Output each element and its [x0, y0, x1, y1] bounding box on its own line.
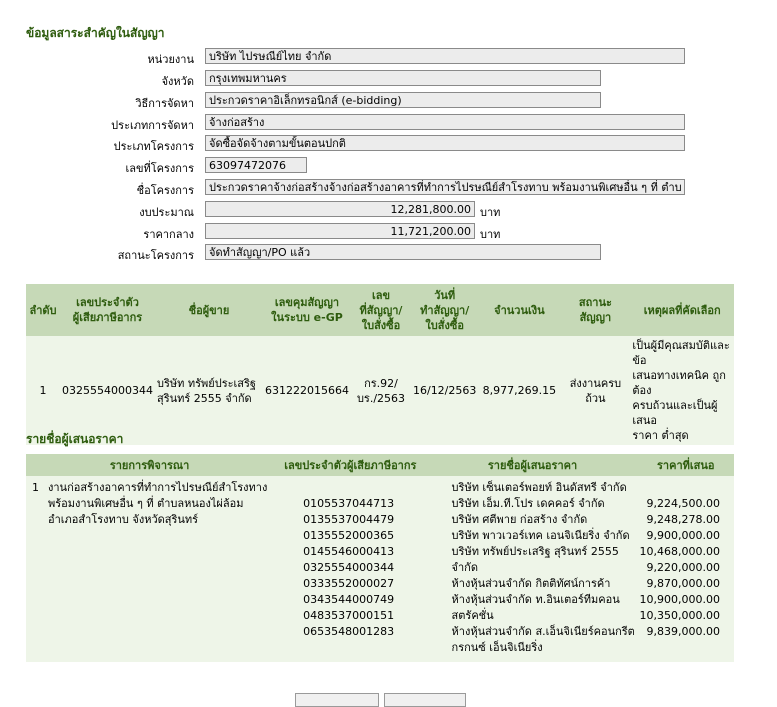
bidder-taxid: 0145546000413	[303, 545, 395, 558]
budget-field: 12,281,800.00	[205, 201, 475, 217]
contract-status-line1: ส่งงานครบ	[569, 376, 622, 390]
contract-header-row	[26, 284, 734, 336]
contract-seq: 1	[26, 336, 60, 445]
method-label: วิธีการจัดหา	[135, 97, 194, 110]
bidder-name: บริษัท เอ็ม.ที.โปร เดคคอร์ จำกัด	[451, 497, 605, 510]
bidder-taxid: 0105537044713	[303, 497, 395, 510]
agency-label: หน่วยงาน	[147, 53, 194, 66]
bidder-header-row	[26, 454, 734, 476]
type-label: ประเภทการจัดหา	[111, 119, 194, 132]
province-field: กรุงเทพมหานคร	[205, 70, 601, 86]
header-taxid-line1: เลขประจำตัว	[76, 296, 139, 309]
header-egp-line1: เลขคุมสัญญา	[274, 296, 340, 309]
header-contract-no-line3: ใบสั่งซื้อ	[361, 318, 401, 332]
header-contract-no-line2: ที่สัญญา/	[359, 303, 403, 317]
bidder-price: 10,468,000.00	[639, 545, 720, 558]
header-taxid-line2: ผู้เสียภาษีอากร	[72, 311, 143, 324]
header-seq: ลำดับ	[26, 284, 60, 336]
contract-no-line2: บร./2563	[356, 391, 406, 405]
budget-unit: บาท	[480, 206, 501, 219]
header-status	[560, 284, 630, 336]
contract-no	[351, 336, 411, 445]
bidder-name-list	[428, 476, 638, 662]
type-field: จ้างก่อสร้าง	[205, 114, 685, 130]
contract-taxid: 0325554000344	[60, 336, 155, 445]
middle-price-label: ราคากลาง	[143, 228, 194, 241]
bidder-header-name: รายชื่อผู้เสนอราคา	[428, 454, 638, 476]
status-label: สถานะโครงการ	[117, 249, 194, 262]
bidder-item-desc-line3: อำเภอสำโรงทาบ จังหวัดสุรินทร์	[48, 513, 199, 526]
bidder-price: 9,224,500.00	[646, 497, 720, 510]
bidder-price	[640, 480, 720, 496]
header-egp	[263, 284, 351, 336]
header-taxid	[60, 284, 155, 336]
bidder-price: 9,248,278.00	[646, 513, 720, 526]
bidders-title: รายชื่อผู้เสนอราคา	[26, 432, 124, 446]
header-date	[411, 284, 478, 336]
status-field: จัดทำสัญญา/PO แล้ว	[205, 244, 601, 260]
header-contract-no	[351, 284, 411, 336]
header-egp-line2: ในระบบ e-GP	[271, 311, 343, 324]
contract-reason-line2: เสนอทางเทคนิค ถูกต้อง	[632, 369, 726, 397]
bidder-header-item: รายการพิจารณา	[26, 454, 273, 476]
contract-egp: 631222015664	[263, 336, 351, 445]
method-field: ประกวดราคาอิเล็กทรอนิกส์ (e-bidding)	[205, 92, 601, 108]
agency-field: บริษัท ไปรษณีย์ไทย จำกัด	[205, 48, 685, 64]
contract-date: 16/12/2563	[411, 336, 478, 445]
bidder-price: 9,220,000.00	[646, 561, 720, 574]
bidder-taxid: 0483537000151	[303, 609, 395, 622]
contract-amount: 8,977,269.15	[478, 336, 560, 445]
header-date-line3: ใบสั่งซื้อ	[425, 318, 464, 332]
header-status-line2: สัญญา	[579, 311, 612, 324]
bidder-name: กรกนซ์ เอ็นจิเนียริ่ง	[451, 641, 543, 654]
bidder-price: 10,900,000.00	[639, 593, 720, 606]
project-name-label: ชื่อโครงการ	[136, 184, 194, 197]
bidder-name: ห้างหุ้นส่วนจำกัด กิตติทัศน์การค้า	[451, 577, 611, 590]
header-date-line1: วันที่	[434, 288, 456, 302]
bidder-item-desc	[48, 480, 267, 528]
bidder-row	[26, 476, 734, 662]
header-date-line2: ทำสัญญา/	[420, 303, 470, 317]
bidder-taxid: 0333552000027	[303, 577, 395, 590]
header-contract-no-line1: เลข	[371, 288, 390, 302]
bidder-taxid	[303, 480, 425, 496]
contract-reason-line3: ครบถ้วนและเป็นผู้เสนอ	[632, 399, 718, 427]
contract-vendor	[155, 336, 263, 445]
print-button[interactable]	[384, 693, 466, 707]
bidder-price: 10,350,000.00	[639, 609, 720, 622]
header-status-line1: สถานะ	[578, 296, 612, 309]
bidder-price: 9,900,000.00	[646, 529, 720, 542]
contract-summary-title: ข้อมูลสาระสำคัญในสัญญา	[26, 26, 165, 40]
bidder-name: ห้างหุ้นส่วนจำกัด ท.อินเตอร์ทีมคอน	[451, 593, 620, 606]
bidder-price: 9,839,000.00	[646, 625, 720, 638]
bidder-taxid: 0135537004479	[303, 513, 395, 526]
bidder-taxid: 0135552000365	[303, 529, 395, 542]
project-name-field: ประกวดราคาจ้างก่อสร้างจ้างก่อสร้างอาคารที่ทำการไปรษณีย์สำโรงทาบ พร้อมงานพิเศษอื่น ๆ ที่ ตำบ	[205, 179, 685, 195]
bidder-item-no: 1	[32, 481, 39, 494]
project-type-field: จัดซื้อจัดจ้างตามขั้นตอนปกติ	[205, 135, 685, 151]
contract-status-line2: ถ้วน	[585, 391, 606, 405]
contract-row	[26, 336, 734, 445]
bidder-name: บริษัท ทรัพย์ประเสริฐ สุรินทร์ 2555	[451, 545, 619, 558]
header-amount: จำนวนเงิน	[478, 284, 560, 336]
contract-no-line1: กร.92/	[364, 376, 398, 390]
bidder-item-desc-line1: งานก่อสร้างอาคารที่ทำการไปรษณีย์สำโรงทาง	[48, 481, 268, 494]
contract-vendor-line1: บริษัท ทรัพย์ประเสริฐ	[156, 376, 256, 390]
bidder-table	[26, 454, 734, 662]
bidder-taxid: 0343544000749	[303, 593, 395, 606]
contract-reason-line1: เป็นผู้มีคุณสมบัติและข้อ	[632, 339, 730, 367]
project-type-label: ประเภทโครงการ	[113, 140, 194, 153]
project-no-field: 63097472076	[205, 157, 307, 173]
contract-status	[560, 336, 630, 445]
middle-price-field: 11,721,200.00	[205, 223, 475, 239]
contract-vendor-line2: สุรินทร์ 2555 จำกัด	[156, 391, 252, 405]
bidder-price-list	[638, 476, 734, 662]
bidder-name: จำกัด	[451, 561, 478, 574]
project-no-label: เลขที่โครงการ	[125, 162, 194, 175]
middle-price-unit: บาท	[480, 228, 501, 241]
header-reason: เหตุผลที่คัดเลือก	[630, 284, 734, 336]
bidder-header-taxid: เลขประจำตัวผู้เสียภาษีอากร	[273, 454, 427, 476]
bidder-name: ห้างหุ้นส่วนจำกัด ส.เอ็นจิเนียร์คอนกรีต	[451, 625, 635, 638]
province-label: จังหวัด	[161, 75, 194, 88]
bidder-name: บริษัท พาวเวอร์เทค เอนจิเนียริ่ง จำกัด	[451, 529, 630, 542]
bidder-taxid: 0325554000344	[303, 561, 395, 574]
bidder-header-price: ราคาที่เสนอ	[638, 454, 734, 476]
bidder-name: สตรัคชั่น	[451, 609, 494, 622]
budget-label: งบประมาณ	[139, 206, 194, 219]
bidder-taxid: 0653548001283	[303, 625, 395, 638]
bidder-item-desc-line2: พร้อมงานพิเศษอื่น ๆ ที่ ตำบลหนองไผ่ล้อม	[48, 497, 244, 510]
bidder-name: บริษัท ศตีพาย ก่อสร้าง จำกัด	[451, 513, 588, 526]
contract-reason-line4: ราคา ต่ำสุด	[632, 429, 689, 442]
back-button[interactable]	[295, 693, 379, 707]
contract-reason	[630, 336, 734, 445]
bidder-name: บริษัท เซ็นเตอร์พอยท์ อินดัสทรี จำกัด	[451, 481, 627, 494]
bidder-taxid-list	[273, 476, 427, 662]
bidder-item	[26, 476, 273, 662]
bidder-price: 9,870,000.00	[646, 577, 720, 590]
header-vendor: ชื่อผู้ขาย	[155, 284, 263, 336]
contract-table	[26, 284, 734, 445]
